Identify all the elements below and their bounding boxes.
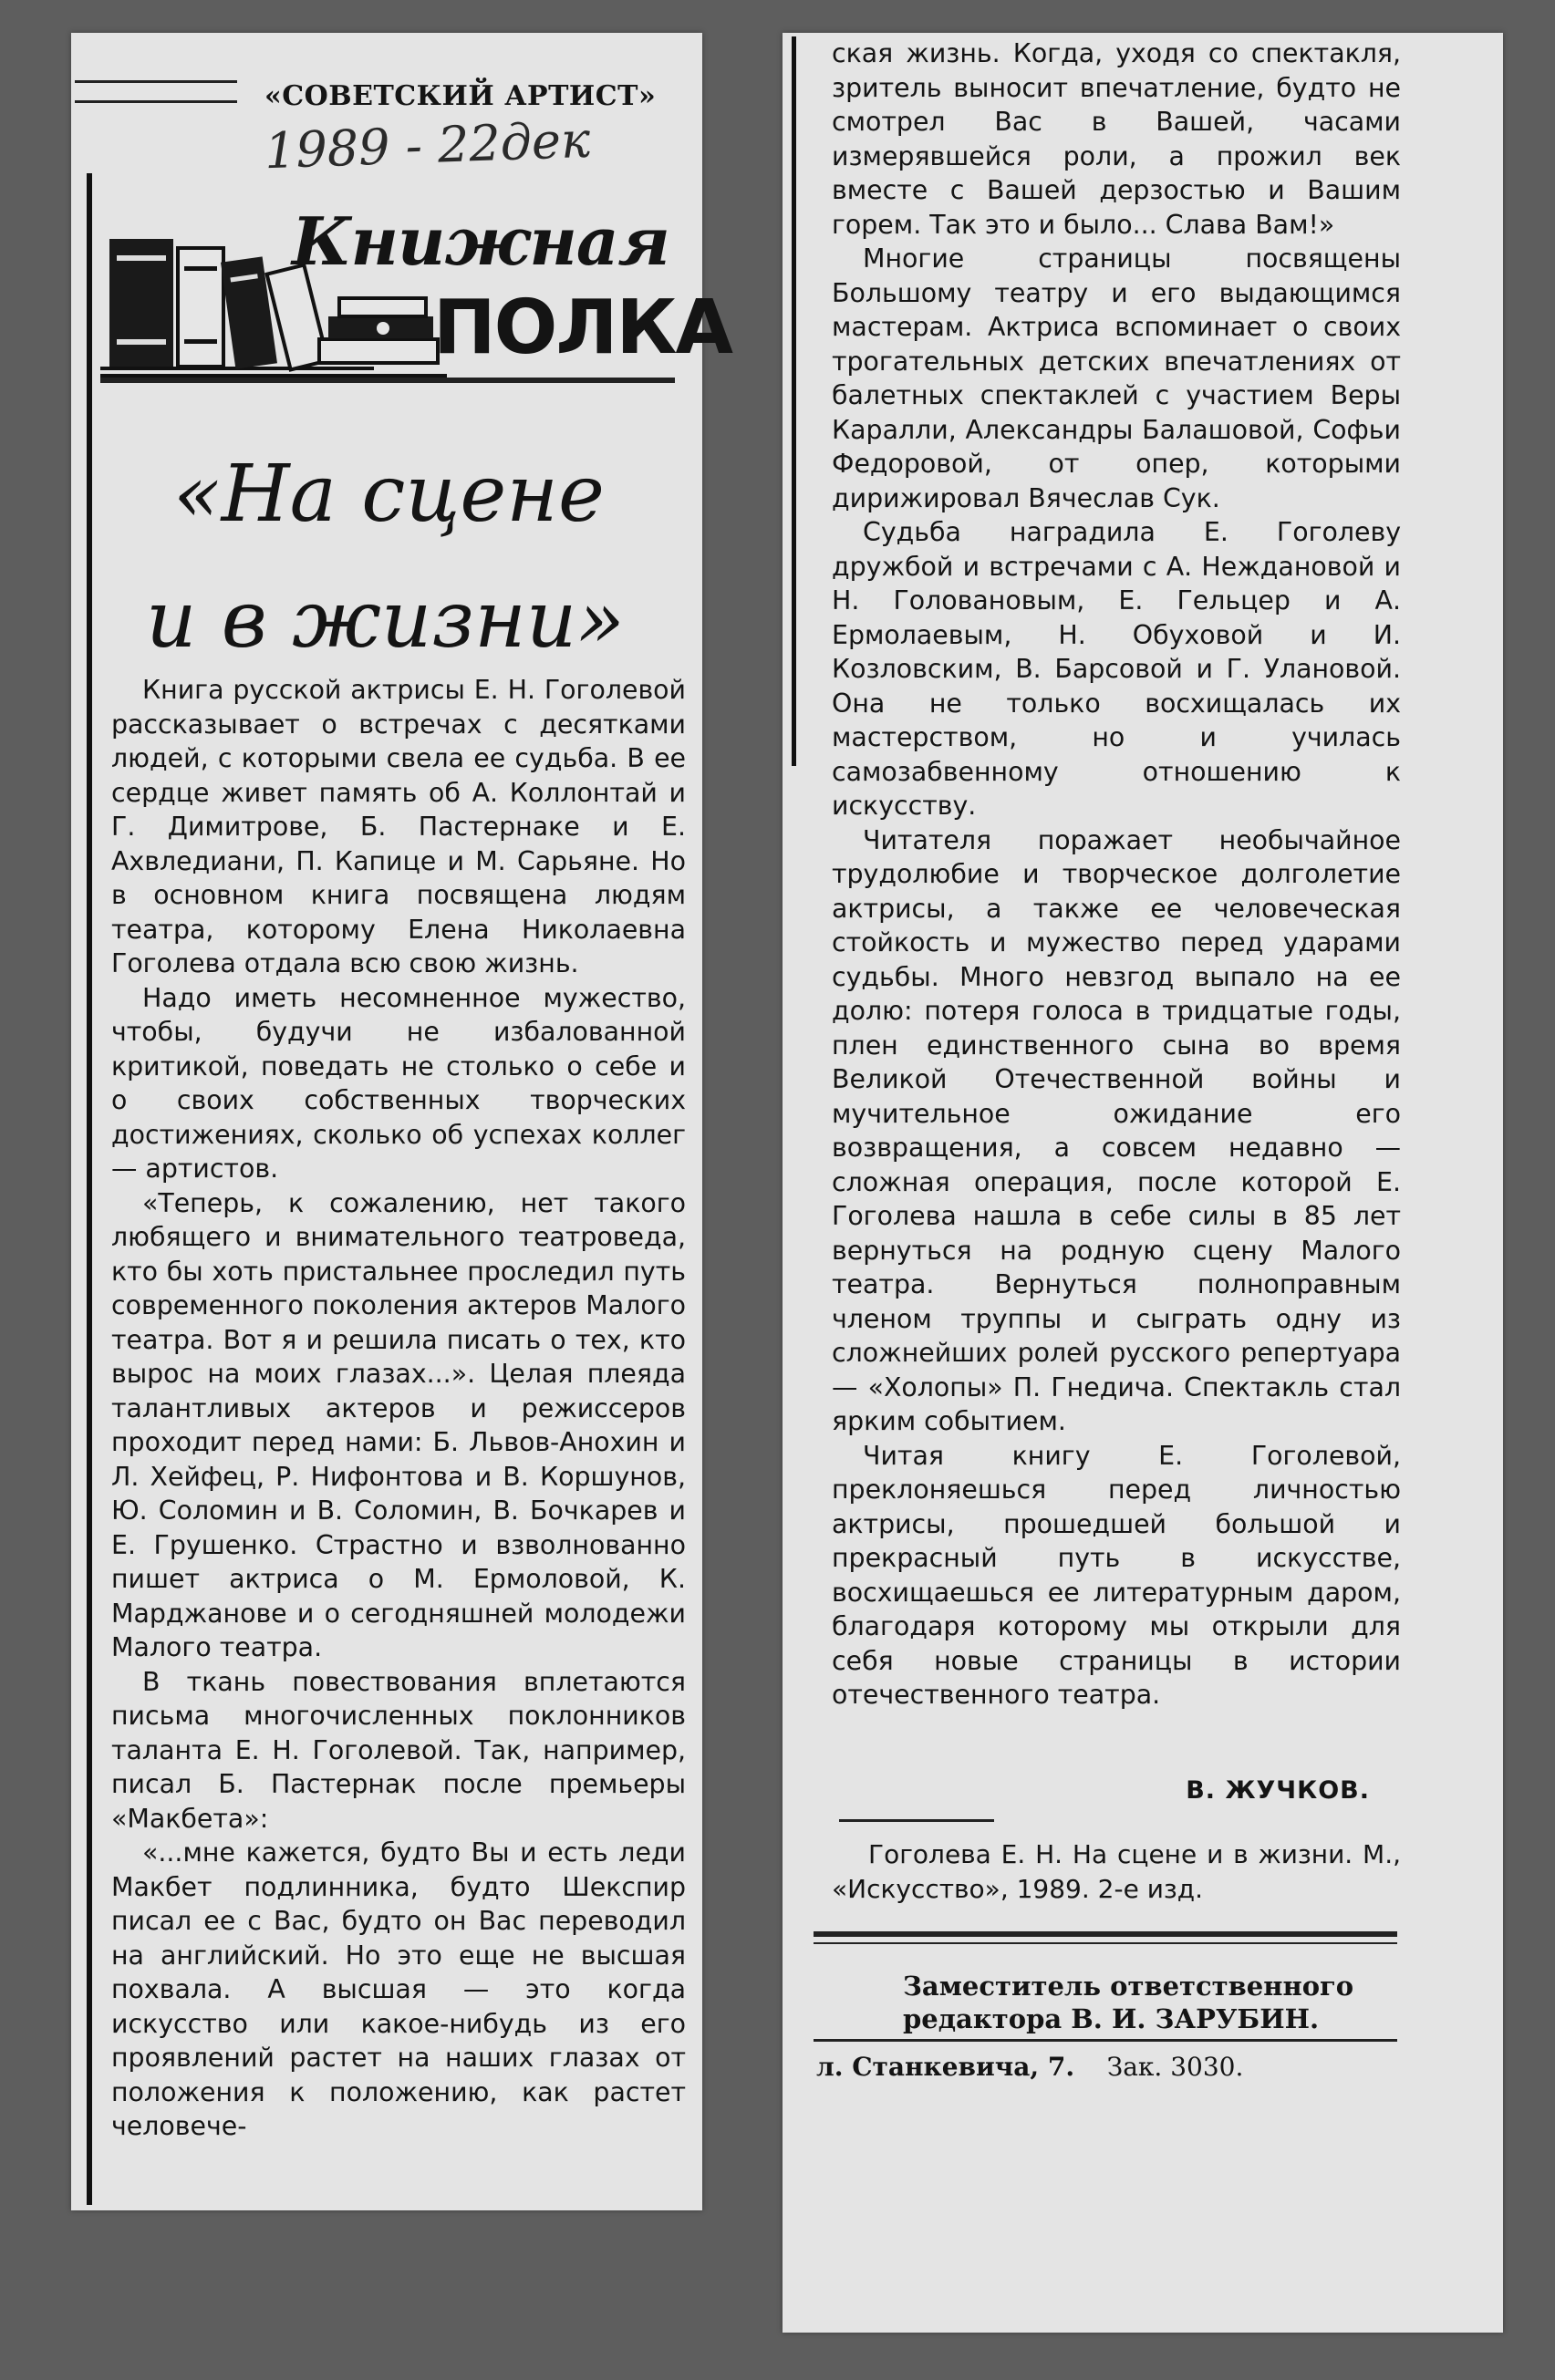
section-heading-bold: ПОЛКА	[433, 285, 731, 371]
section-heading-rule	[100, 378, 675, 383]
article-title-line-2: и в жизни»	[146, 574, 625, 666]
editor-line-2: редактора В. И. ЗАРУБИН.	[903, 2003, 1320, 2034]
bibliography-text: Гоголева Е. Н. На сцене и в жизни. М., «Искусство», 1989. 2-е изд.	[832, 1839, 1401, 1904]
street-address: л. Станкевича, 7.	[816, 2052, 1075, 2082]
editor-rule-bottom	[814, 2039, 1397, 2042]
paragraph: «...мне кажется, будто Вы и есть леди Макбет подлинника, будто Шекспир писал ее с Вас, будто он Вас переводил на английский. Но это еще не высшая похвала. А высшая — это когда искусство или какое-нибудь из его проявлений растет на наших глазах от положения к положению, как растет человече-	[111, 1837, 686, 2141]
right-article-column	[832, 36, 1401, 1713]
editor-rule-top	[814, 1931, 1397, 1937]
right-column-rule	[792, 36, 796, 766]
bibliography-rule	[839, 1819, 994, 1822]
paragraph: Многие страницы посвящены Большому театру и его выдающимся мастерам. Актриса вспоминает о своих трогательных детских впечатлениях от балетных спектаклей с участием Веры Каралли, Александры Балашовой, Софьи Федоровой, от опер, которыми дирижировал Вячеслав Сук.	[832, 243, 1401, 513]
paragraph: ская жизнь. Когда, уходя со спектакля, зритель выносит впечатление, будто не смотрел Вас в Вашей, часами измерявшейся роли, а прожил век вместе с Вашей дерзостью и Вашим горем. Так это и было... Слава Вам!»	[832, 38, 1401, 240]
article-title-line-1: «На сцене	[173, 449, 605, 540]
handwritten-date: 1989 - 22дек	[264, 110, 592, 181]
editor-line-1: Заместитель ответственного	[903, 1971, 1354, 2002]
paragraph: «Теперь, к сожалению, нет такого любящего и внимательного театроведа, кто бы хоть пристальнее проследил путь современного поколения актеров Малого театра. Вот я и решила писать о тех, кто вырос на моих глазах...». Целая плеяда талантливых актеров и режиссеров проходит перед нами: Б. Львов-Анохин и Л. Хейфец, Р. Нифонтова и В. Коршунов, Ю. Соломин и В. Соломин, В. Бочкарев и Е. Грушенко. Страстно и взволнованно пишет актриса о М. Ермоловой, К. Марджанове и о сегодняшней молодежи Малого театра.	[111, 1187, 686, 1662]
order-number: Зак. 3030.	[1106, 2052, 1244, 2082]
masthead-rule-1	[75, 80, 237, 83]
bibliography-note	[832, 1837, 1401, 1907]
paragraph: Судьба наградила Е. Гоголеву дружбой и встречами с А. Неждановой и Н. Головановым, Е. Гельцер и А. Ермолаевым, Н. Обуховой и И. Козловским, В. Барсовой и Г. Улановой. Она не только восхищалась их мастерством, но и училась самозабвенному отношению к искусству.	[832, 517, 1401, 821]
newspaper-masthead: «СОВЕТСКИЙ АРТИСТ»	[264, 80, 657, 112]
section-heading-script: Книжная	[292, 202, 669, 280]
left-column-rule	[87, 173, 92, 2205]
paragraph: В ткань повествования вплетаются письма многочисленных поклонников таланта Е. Н. Гоголевой. Так, например, писал Б. Пастернак после премьеры «Макбета»:	[111, 1666, 686, 1834]
paragraph: Книга русской актрисы Е. Н. Гоголевой рассказывает о встречах с десятками людей, с которыми свела ее судьба. В ее сердце живет память об А. Коллонтай и Г. Димитрове, Б. Пастернаке и Е. Ахвледиани, П. Капице и М. Сарьяне. Но в основном книга посвящена людям театра, которому Елена Николаевна Гоголева отдала всю свою жизнь.	[111, 675, 686, 978]
editor-rule-thin	[814, 1942, 1397, 1944]
paragraph: Читая книгу Е. Гоголевой, преклоняешься перед личностью актрисы, прошедшей большой и прекрасный путь в искусстве, восхищаешься ее литературным даром, благодаря которому мы открыли для себя новые страницы в истории отечественного театра.	[832, 1440, 1401, 1710]
author-signature: В. ЖУЧКОВ.	[1186, 1776, 1370, 1805]
left-article-column	[111, 673, 686, 2144]
paragraph: Читателя поражает необычайное трудолюбие и творческое долголетие актрисы, а также ее человеческая стойкость и мужество перед ударами судьбы. Много невзгод выпало на ее долю: потеря голоса в тридцатые годы, плен единственного сына во время Великой Отечественной войны и мучительное ожидание его возвращения, а совсем недавно — сложная операция, после которой Е. Гоголева нашла в себе силы в 85 лет вернуться на родную сцену Малого театра. Вернуться полноправным членом труппы и сыграть одну из сложнейших ролей русского репертуара — «Холопы» П. Гнедича. Спектакль стал ярким событием.	[832, 824, 1401, 1436]
masthead-rule-2	[75, 100, 237, 103]
editor-credit	[903, 1970, 1414, 2035]
printing-address	[816, 2052, 1243, 2082]
paragraph: Надо иметь несомненное мужество, чтобы, будучи не избалованной критикой, поведать не столько о себе и о своих собственных творческих достижениях, сколько об успехах коллег — артистов.	[111, 982, 686, 1184]
